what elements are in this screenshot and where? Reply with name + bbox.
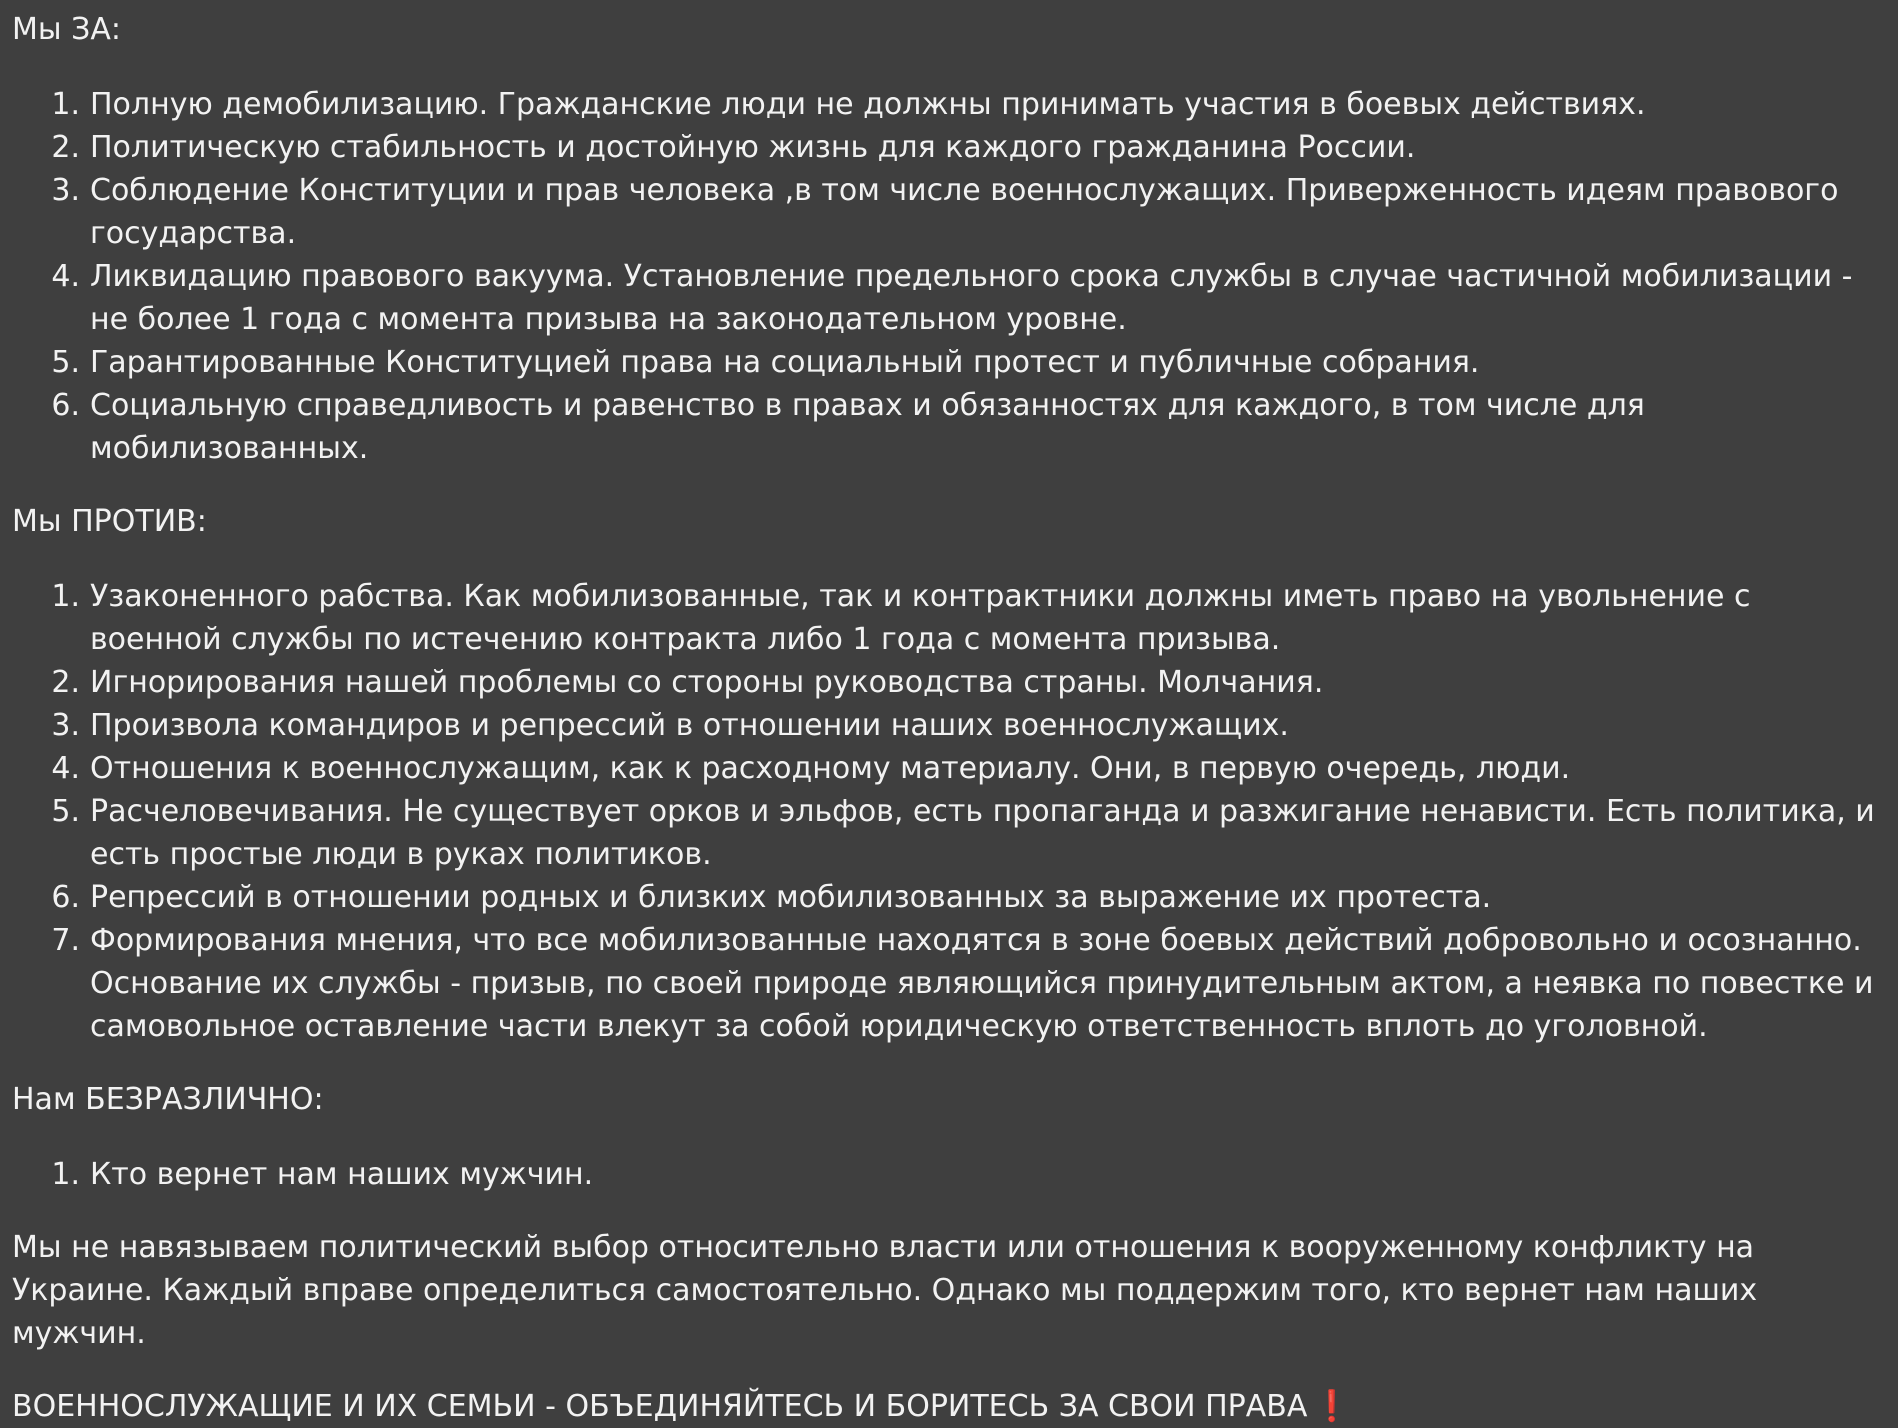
list-item — [12, 384, 1888, 470]
section-heading-protiv: Мы ПРОТИВ: — [12, 504, 207, 539]
list-bezrazlichno — [12, 1153, 1888, 1196]
exclamation-icon: ❗ — [1313, 1389, 1351, 1424]
item-number: 6. — [51, 388, 80, 423]
list-item — [12, 126, 1888, 169]
item-number: 1. — [51, 87, 80, 122]
list-item — [12, 575, 1888, 661]
list-item — [12, 919, 1888, 1048]
item-text: Игнорирования нашей проблемы со стороны руководства страны. Молчания. — [90, 665, 1324, 700]
item-text: Политическую стабильность и достойную жизнь для каждого гражданина России. — [90, 130, 1416, 165]
item-number: 4. — [51, 751, 80, 786]
list-item — [12, 790, 1888, 876]
list-item — [12, 661, 1888, 704]
item-text: Ликвидацию правового вакуума. Установление предельного срока службы в случае частичной мобилизации - не более 1 года с момента призыва на законодательном уровне. — [90, 259, 1853, 337]
item-number: 3. — [51, 173, 80, 208]
item-text: Узаконенного рабства. Как мобилизованные, так и контрактники должны иметь право на увольнение с военной службы по истечению контракта либо 1 года с момента призыва. — [90, 579, 1751, 657]
item-number: 4. — [51, 259, 80, 294]
item-text: Отношения к военнослужащим, как к расходному материалу. Они, в первую очередь, люди. — [90, 751, 1571, 786]
item-number: 2. — [51, 130, 80, 165]
item-text: Произвола командиров и репрессий в отношении наших военнослужащих. — [90, 708, 1289, 743]
item-text: Формирования мнения, что все мобилизованные находятся в зоне боевых действий добровольно и осознанно. Основание их службы - призыв, по своей природе являющийся принудительным актом, а неявка по повестке и самовольное оставление части влекут за собой юридическую ответственность вплоть до уголовной. — [90, 923, 1874, 1044]
item-number: 5. — [51, 794, 80, 829]
list-item — [12, 704, 1888, 747]
item-text: Полную демобилизацию. Гражданские люди не должны принимать участия в боевых действиях. — [90, 87, 1646, 122]
list-item — [12, 747, 1888, 790]
list-item — [12, 1153, 1888, 1196]
section-heading-bezrazlichno: Нам БЕЗРАЗЛИЧНО: — [12, 1082, 324, 1117]
item-text: Гарантированные Конституцией права на социальный протест и публичные собрания. — [90, 345, 1480, 380]
list-item — [12, 169, 1888, 255]
list-item — [12, 255, 1888, 341]
item-text: Социальную справедливость и равенство в правах и обязанностях для каждого, в том числе для мобилизованных. — [90, 388, 1645, 466]
list-item — [12, 83, 1888, 126]
item-text: Кто вернет нам наших мужчин. — [90, 1157, 594, 1192]
item-number: 5. — [51, 345, 80, 380]
list-item — [12, 341, 1888, 384]
closing-paragraph: Мы не навязываем политический выбор относительно власти или отношения к вооруженному конфликту на Украине. Каждый вправе определиться самостоятельно. Однако мы поддержим того, кто вернет нам наших мужчин. — [12, 1230, 1758, 1351]
list-item — [12, 876, 1888, 919]
item-number: 1. — [51, 1157, 80, 1192]
slogan — [12, 1385, 1888, 1428]
item-number: 3. — [51, 708, 80, 743]
item-text: Расчеловечивания. Не существует орков и эльфов, есть пропаганда и разжигание ненависти. Есть политика, и есть простые люди в руках политиков. — [90, 794, 1875, 872]
item-number: 6. — [51, 880, 80, 915]
list-protiv — [12, 575, 1888, 1048]
item-number: 2. — [51, 665, 80, 700]
item-number: 1. — [51, 579, 80, 614]
list-za — [12, 83, 1888, 470]
section-heading-za: Мы ЗА: — [12, 12, 121, 47]
slogan-text: ВОЕННОСЛУЖАЩИЕ И ИХ СЕМЬИ - ОБЪЕДИНЯЙТЕСЬ И БОРИТЕСЬ ЗА СВОИ ПРАВА — [12, 1389, 1308, 1424]
item-text: Репрессий в отношении родных и близких мобилизованных за выражение их протеста. — [90, 880, 1492, 915]
item-text: Соблюдение Конституции и прав человека ,в том числе военнослужащих. Приверженность идеям правового государства. — [90, 173, 1839, 251]
item-number: 7. — [51, 923, 80, 958]
